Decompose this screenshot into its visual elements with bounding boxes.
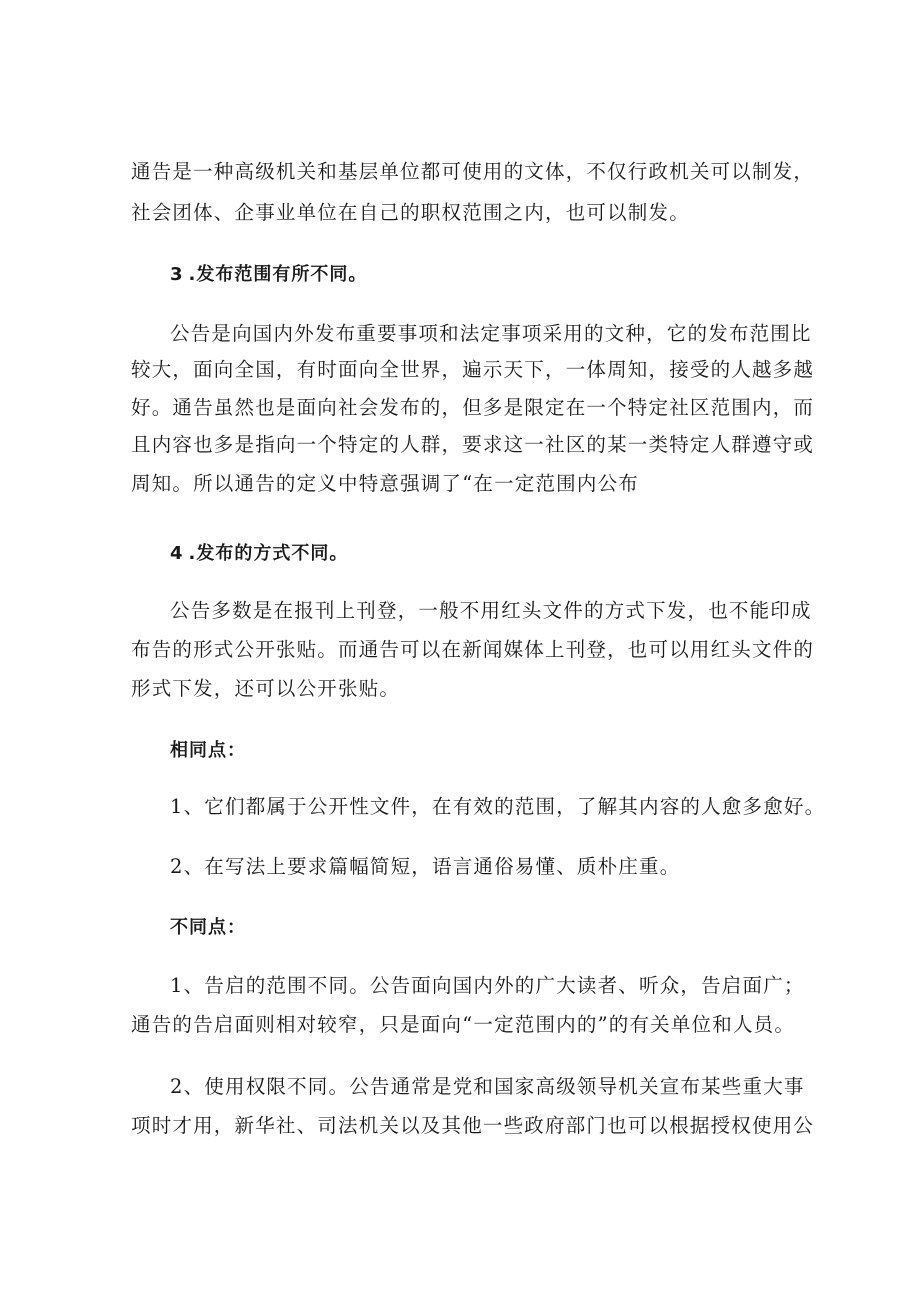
paragraph-1-line-1: 通告是一种高级机关和基层单位都可使用的文体，不仅行政机关可以制发， bbox=[131, 160, 815, 183]
section-heading-4-text: .发布的方式不同。 bbox=[188, 543, 349, 564]
similarities-heading: 相同点： bbox=[170, 740, 246, 761]
difference-item-2-line-2: 项时才用，新华社、司法机关以及其他一些政府部门也可以根据授权使用公 bbox=[131, 1114, 815, 1137]
paragraph-3-line-1: 公告多数是在报刊上刊登，一般不用红头文件的方式下发，也不能印成 bbox=[170, 599, 812, 622]
section-heading-4-number: 4 bbox=[170, 543, 189, 564]
similarity-item-1: 1、它们都属于公开性文件，在有效的范围，了解其内容的人愈多愈好。 bbox=[170, 795, 826, 818]
section-heading-3-text: .发布范围有所不同。 bbox=[188, 264, 368, 285]
difference-item-1-line-1: 1、告启的范围不同。公告面向国内外的广大读者、听众，告启面广； bbox=[170, 974, 805, 997]
difference-item-1-line-2: 通告的告启面则相对较窄，只是面向“一定范围内的”的有关单位和人员。 bbox=[131, 1013, 796, 1036]
paragraph-2-line-4: 且内容也多是指向一个特定的人群，要求这一社区的某一类特定人群遵守或 bbox=[131, 433, 815, 456]
paragraph-3-line-3: 形式下发，还可以公开张贴。 bbox=[131, 677, 401, 700]
paragraph-3-line-2: 布告的形式公开张贴。而通告可以在新闻媒体上刊登，也可以用红头文件的 bbox=[131, 638, 815, 661]
difference-item-2-line-1: 2、使用权限不同。公告通常是党和国家高级领导机关宣布某些重大事 bbox=[170, 1075, 805, 1098]
section-heading-4 bbox=[170, 540, 348, 568]
similarity-item-2: 2、在写法上要求篇幅简短，语言通俗易懂、质朴庄重。 bbox=[170, 855, 681, 878]
differences-heading: 不同点： bbox=[170, 917, 246, 938]
paragraph-2-line-3: 好。通告虽然也是面向社会发布的，但多是限定在一个特定社区范围内，而 bbox=[131, 396, 815, 419]
paragraph-2-line-1: 公告是向国内外发布重要事项和法定事项采用的文种，它的发布范围比 bbox=[170, 322, 812, 345]
section-heading-3 bbox=[170, 261, 367, 289]
paragraph-1-line-2: 社会团体、企事业单位在自己的职权范围之内，也可以制发。 bbox=[131, 201, 690, 224]
section-heading-3-number: 3 bbox=[170, 264, 189, 285]
paragraph-2-line-5: 周知。所以通告的定义中特意强调了“在一定范围内公布 bbox=[131, 472, 639, 495]
paragraph-2-line-2: 较大，面向全国，有时面向全世界，遍示天下，一体周知，接受的人越多越 bbox=[131, 358, 815, 381]
